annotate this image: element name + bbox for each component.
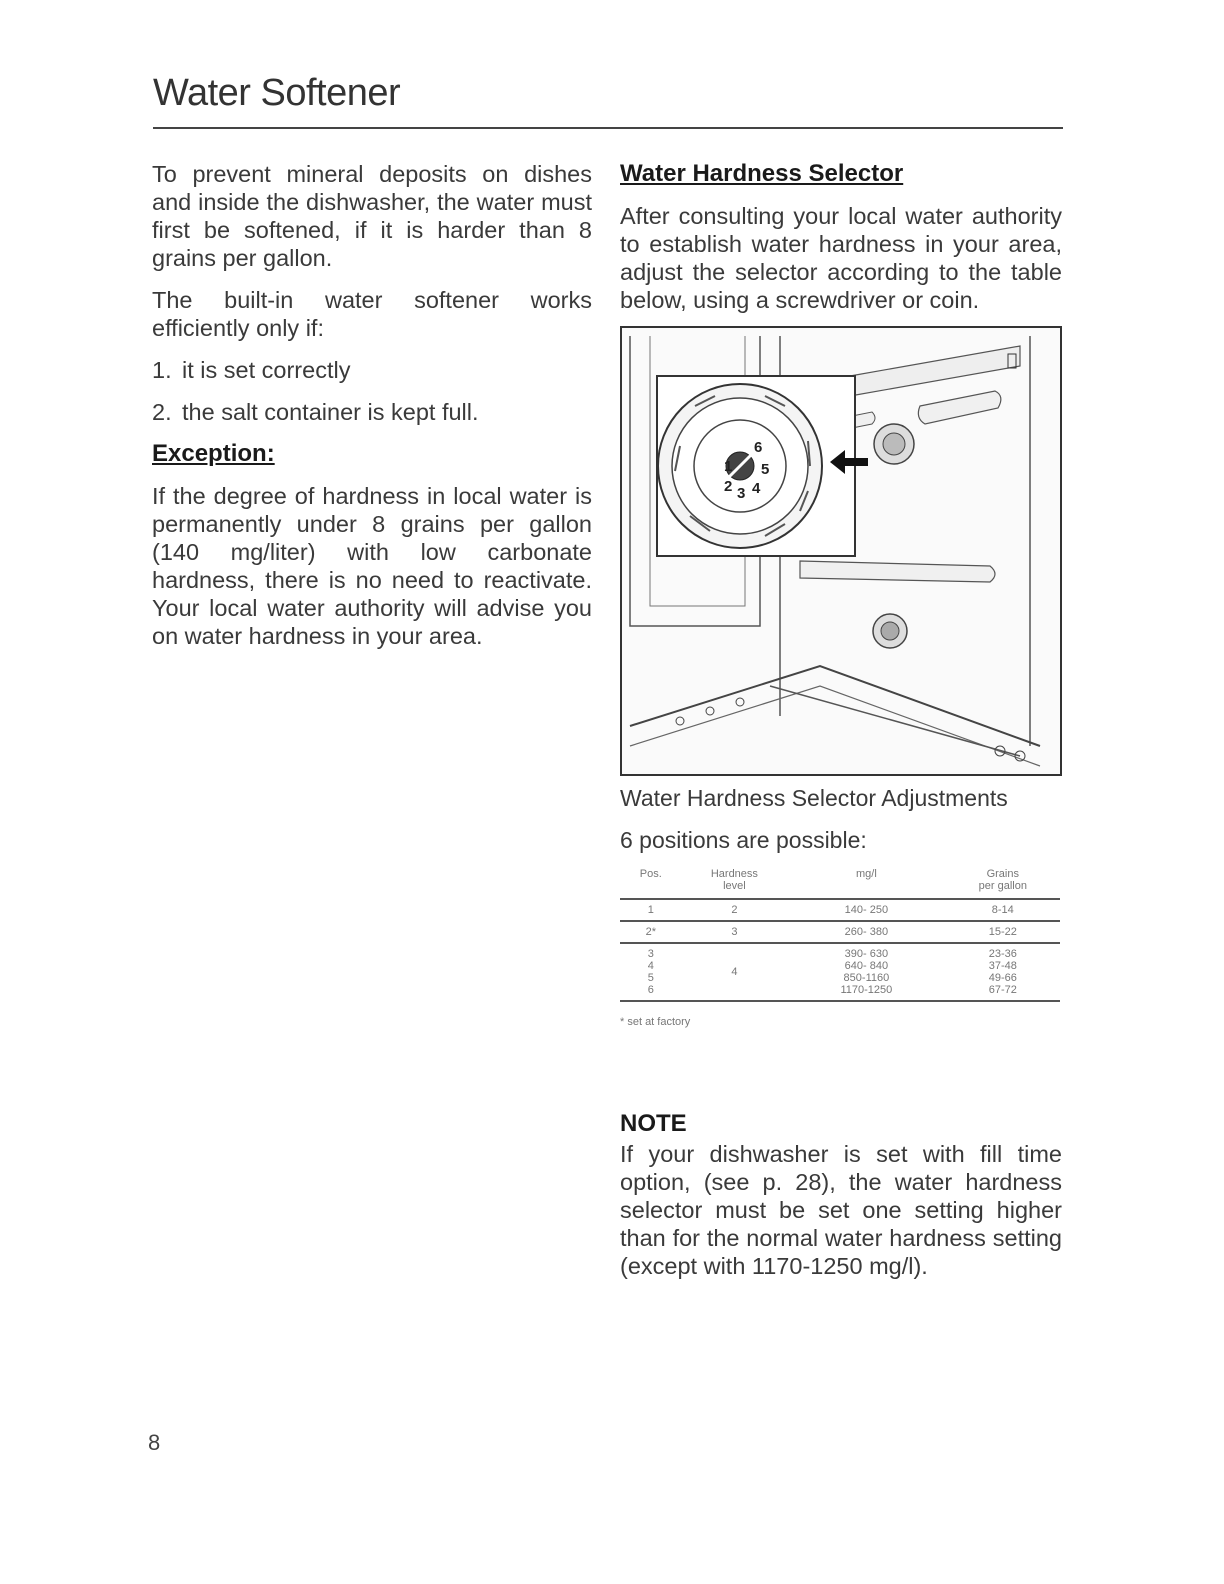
hardness-dial	[658, 384, 822, 548]
dishwasher-interior-drawing	[620, 326, 1062, 776]
page-number: 8	[148, 1430, 161, 1455]
dial-number: 5	[761, 461, 770, 478]
dial-number: 4	[752, 480, 761, 497]
exception-heading: Exception:	[152, 440, 275, 467]
note-text: If your dishwasher is set with fill time option, (see p. 28), the water hardness selector must be set one setting higher than for the normal water hardness setting (except with 1170-1250 mg/l).	[620, 1141, 1062, 1279]
conditions-paragraph: The built-in water softener works efficiently only if:	[152, 287, 592, 341]
header-grains: Grains per gallon	[946, 864, 1060, 899]
table-footnote: * set at factory	[620, 1016, 691, 1028]
page-title: Water Softener	[153, 72, 401, 114]
list-text: the salt container is kept full.	[182, 399, 479, 425]
dial-number: 3	[737, 485, 746, 502]
list-item	[152, 398, 592, 426]
table-row: 1 2 140- 250 8-14	[620, 899, 1060, 921]
selector-intro: After consulting your local water authority to establish water hardness in your area, adjust the selector according to the table below, using a screwdriver or coin.	[620, 203, 1062, 313]
header-hardness-level: Hardness level	[682, 864, 788, 899]
header-mgl: mg/l	[787, 864, 945, 899]
hardness-table	[620, 864, 1060, 1002]
selector-heading: Water Hardness Selector	[620, 160, 904, 187]
note-block	[620, 1110, 1062, 1280]
table-row: 2* 3 260- 380 15-22	[620, 921, 1060, 943]
intro-paragraph: To prevent mineral deposits on dishes and inside the dishwasher, the water must first be softened, if it is harder than 8 grains per gallon.	[152, 161, 592, 271]
header-pos: Pos.	[620, 864, 682, 899]
list-number: 1.	[152, 357, 172, 383]
right-column	[620, 160, 1062, 1036]
left-column	[152, 160, 592, 664]
table-row-group: 3 4 5 6 4 390- 630 640- 840 850-1160 1170-1250 23-36 37-48 49-66 67-72	[620, 943, 1060, 1001]
positions-subcaption: 6 positions are possible:	[620, 827, 867, 853]
title-divider	[153, 127, 1063, 129]
list-text: it is set correctly	[182, 357, 351, 383]
list-number: 2.	[152, 399, 172, 425]
dial-number: 2	[724, 478, 733, 495]
figure-caption: Water Hardness Selector Adjustments	[620, 785, 1008, 811]
exception-paragraph: If the degree of hardness in local water is permanently under 8 grains per gallon (140 mg/liter) with low carbonate hardness, there is no need to reactivate. Your local water authority will advise you on water hardness in your area.	[152, 483, 592, 649]
table-header-row	[620, 864, 1060, 899]
note-heading: NOTE	[620, 1110, 687, 1137]
dial-number: 6	[754, 439, 763, 456]
selector-illustration	[620, 326, 1062, 776]
dial-number: 1	[724, 458, 733, 475]
list-item	[152, 356, 592, 384]
